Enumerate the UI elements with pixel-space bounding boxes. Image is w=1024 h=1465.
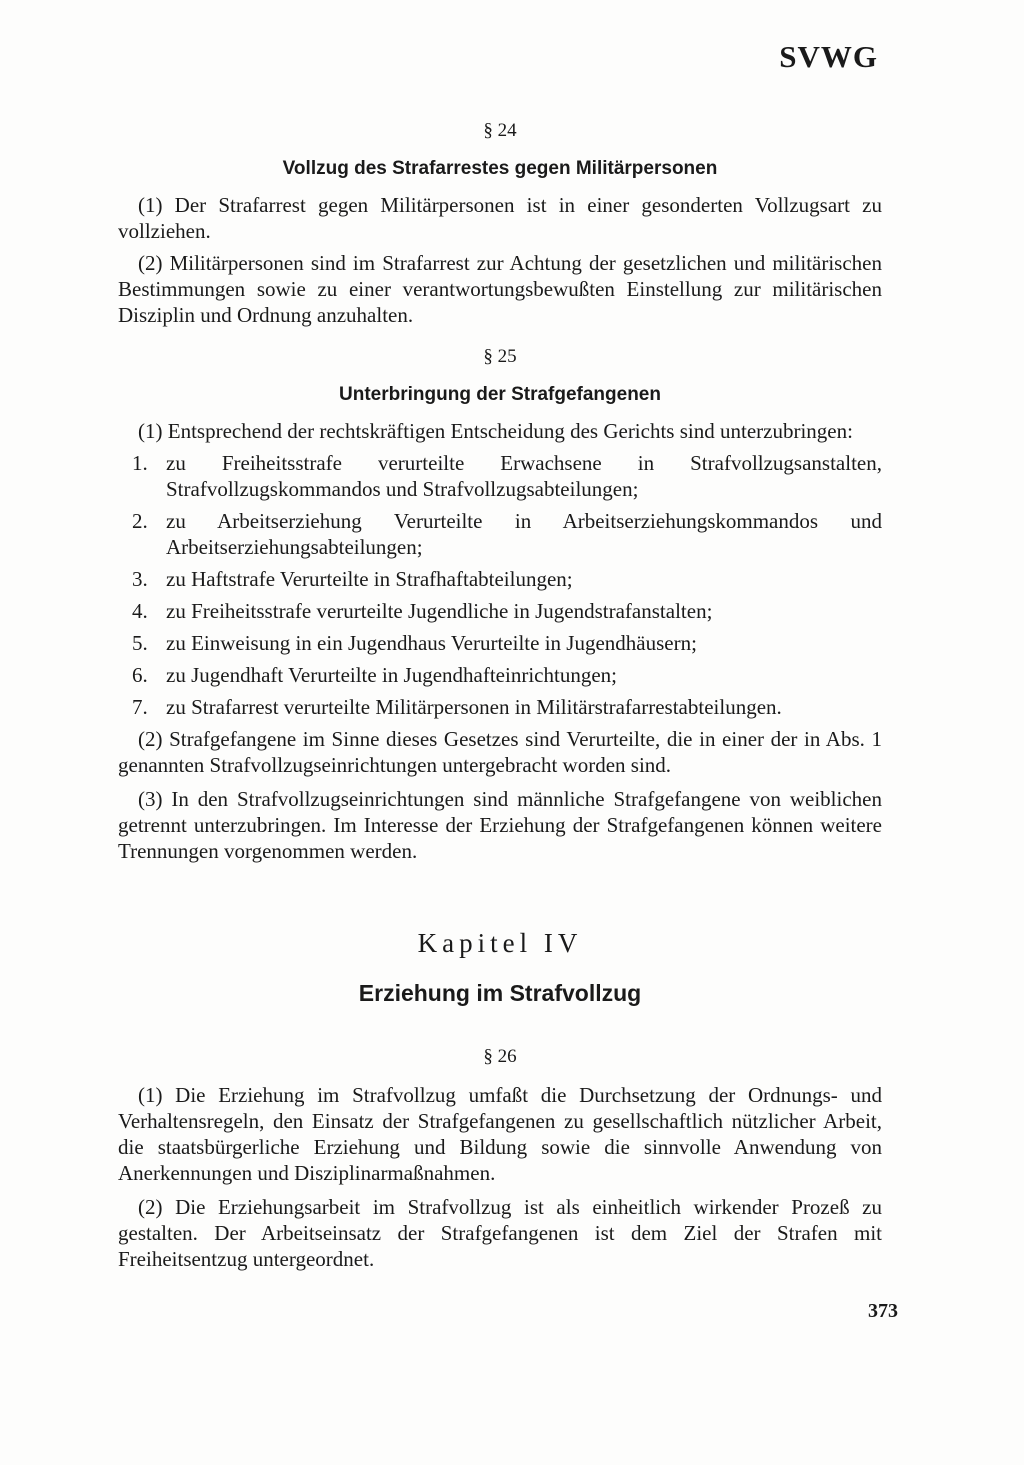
list-item (118, 450, 882, 502)
chapter-title: Erziehung im Strafvollzug (358, 980, 642, 1006)
list-number: 5. (132, 631, 148, 655)
section-24 (118, 118, 882, 328)
paragraph-intro: (1) Entsprechend der rechtskräftigen Entscheidung des Gerichts sind unterzubringen: (138, 419, 853, 443)
placement-list (118, 450, 882, 720)
paragraph: (1) Die Erziehung im Strafvollzug umfaßt die Durchsetzung der Ordnungs- und Verhaltensregeln, den Einsatz der Strafgefangenen zu gesellschaftlich nützlicher Arbeit, die staatsbürgerliche Erziehung und Bildung sowie die sinnvolle Anwendung von Anerkennungen und Disziplinarmaßnahmen. (118, 1083, 882, 1185)
list-text: zu Freiheitsstrafe verurteilte Jugendliche in Jugendstrafanstalten; (166, 599, 713, 623)
list-item (118, 566, 882, 592)
section-number: § 26 (483, 1046, 517, 1067)
list-number: 2. (132, 509, 148, 533)
chapter-heading (118, 930, 882, 1006)
list-item (118, 630, 882, 656)
section-number: § 25 (483, 346, 517, 367)
section-title: Vollzug des Strafarrestes gegen Militärpersonen (282, 158, 718, 179)
paragraph: (3) In den Strafvollzugseinrichtungen sind männliche Strafgefangene von weiblichen getrennt unterzubringen. Im Interesse der Erziehung der Strafgefangenen können weitere Trennungen vorgenommen werden. (118, 787, 882, 863)
list-number: 1. (132, 451, 148, 475)
list-number: 6. (132, 663, 148, 687)
list-number: 4. (132, 599, 148, 623)
list-item (118, 508, 882, 560)
list-number: 3. (132, 567, 148, 591)
paragraph: (1) Der Strafarrest gegen Militärpersonen ist in einer gesonderten Vollzugsart zu vollziehen. (118, 193, 882, 243)
page-number: 373 (868, 1300, 898, 1322)
list-text: zu Einweisung in ein Jugendhaus Verurteilte in Jugendhäusern; (166, 631, 697, 655)
list-text: zu Haftstrafe Verurteilte in Strafhaftabteilungen; (166, 567, 573, 591)
chapter-label: Kapitel IV (417, 928, 583, 958)
running-header: SVWG (779, 39, 878, 74)
list-item (118, 598, 882, 624)
section-title: Unterbringung der Strafgefangenen (339, 384, 661, 405)
list-text: zu Strafarrest verurteilte Militärpersonen in Militärstrafarrestabteilungen. (166, 695, 782, 719)
paragraph: (2) Militärpersonen sind im Strafarrest zur Achtung der gesetzlichen und militärischen Bestimmungen sowie zu einer verantwortungsbewußten Einstellung zur militärischen Disziplin und Ordnung anzuhalten. (118, 251, 882, 327)
list-item (118, 694, 882, 720)
list-text: zu Freiheitsstrafe verurteilte Erwachsene in Strafvollzugsanstalten, Strafvollzugskommandos und Strafvollzugsabteilungen; (166, 451, 882, 501)
list-text: zu Jugendhaft Verurteilte in Jugendhafteinrichtungen; (166, 663, 617, 687)
list-item (118, 662, 882, 688)
section-26 (118, 1044, 882, 1272)
list-text: zu Arbeitserziehung Verurteilte in Arbeitserziehungskommandos und Arbeitserziehungsabteilungen; (166, 509, 882, 559)
section-number: § 24 (483, 120, 517, 141)
section-25 (118, 344, 882, 864)
paragraph: (2) Die Erziehungsarbeit im Strafvollzug ist als einheitlich wirkender Prozeß zu gestalten. Der Arbeitseinsatz der Strafgefangenen ist dem Ziel der Strafen mit Freiheitsentzug untergeordnet. (118, 1195, 882, 1271)
paragraph: (2) Strafgefangene im Sinne dieses Gesetzes sind Verurteilte, die in einer der in Abs. 1 genannten Strafvollzugseinrichtungen untergebracht worden sind. (118, 727, 882, 777)
list-number: 7. (132, 695, 148, 719)
